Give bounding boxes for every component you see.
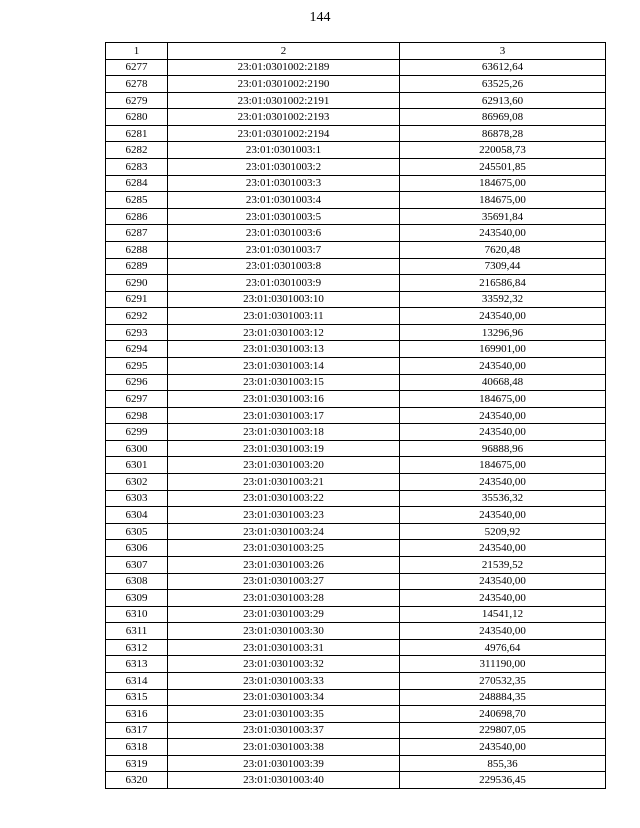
value-cell: 243540,00 <box>400 424 606 441</box>
row-number-cell: 6286 <box>106 208 168 225</box>
table-row <box>106 407 606 424</box>
value-cell: 63525,26 <box>400 76 606 93</box>
cadastral-id-cell: 23:01:0301003:5 <box>168 208 400 225</box>
cadastral-id-cell: 23:01:0301003:2 <box>168 159 400 176</box>
value-cell: 14541,12 <box>400 606 606 623</box>
table-row <box>106 755 606 772</box>
table-row <box>106 142 606 159</box>
cadastral-id-cell: 23:01:0301003:30 <box>168 623 400 640</box>
table-row <box>106 374 606 391</box>
cadastral-id-cell: 23:01:0301003:34 <box>168 689 400 706</box>
table-row <box>106 291 606 308</box>
cadastral-id-cell: 23:01:0301003:6 <box>168 225 400 242</box>
cadastral-id-cell: 23:01:0301003:22 <box>168 490 400 507</box>
row-number-cell: 6289 <box>106 258 168 275</box>
table-body <box>106 59 606 788</box>
column-header-value: 3 <box>400 43 606 60</box>
value-cell: 33592,32 <box>400 291 606 308</box>
value-cell: 243540,00 <box>400 225 606 242</box>
cadastral-id-cell: 23:01:0301003:19 <box>168 440 400 457</box>
cadastral-id-cell: 23:01:0301003:26 <box>168 556 400 573</box>
table-row <box>106 507 606 524</box>
cadastral-id-cell: 23:01:0301002:2194 <box>168 125 400 142</box>
row-number-cell: 6295 <box>106 357 168 374</box>
value-cell: 86878,28 <box>400 125 606 142</box>
table-row <box>106 59 606 76</box>
cadastral-id-cell: 23:01:0301003:12 <box>168 324 400 341</box>
table-row <box>106 275 606 292</box>
value-cell: 855,36 <box>400 755 606 772</box>
value-cell: 86969,08 <box>400 109 606 126</box>
row-number-cell: 6300 <box>106 440 168 457</box>
cadastral-id-cell: 23:01:0301003:38 <box>168 739 400 756</box>
cadastral-id-cell: 23:01:0301002:2191 <box>168 92 400 109</box>
value-cell: 4976,64 <box>400 639 606 656</box>
table-row <box>106 672 606 689</box>
cadastral-id-cell: 23:01:0301003:21 <box>168 474 400 491</box>
cadastral-id-cell: 23:01:0301003:1 <box>168 142 400 159</box>
table-row <box>106 639 606 656</box>
row-number-cell: 6305 <box>106 523 168 540</box>
row-number-cell: 6282 <box>106 142 168 159</box>
value-cell: 243540,00 <box>400 507 606 524</box>
table-row <box>106 706 606 723</box>
value-cell: 35536,32 <box>400 490 606 507</box>
page-number: 144 <box>309 10 331 25</box>
cadastral-id-cell: 23:01:0301003:35 <box>168 706 400 723</box>
row-number-cell: 6297 <box>106 391 168 408</box>
cadastral-id-cell: 23:01:0301003:40 <box>168 772 400 789</box>
row-number-cell: 6299 <box>106 424 168 441</box>
value-cell: 248884,35 <box>400 689 606 706</box>
cadastral-id-cell: 23:01:0301003:4 <box>168 192 400 209</box>
table-row <box>106 424 606 441</box>
row-number-cell: 6320 <box>106 772 168 789</box>
cadastral-id-cell: 23:01:0301003:37 <box>168 722 400 739</box>
value-cell: 243540,00 <box>400 474 606 491</box>
table-row <box>106 76 606 93</box>
table-row <box>106 357 606 374</box>
row-number-cell: 6291 <box>106 291 168 308</box>
value-cell: 243540,00 <box>400 540 606 557</box>
cadastral-id-cell: 23:01:0301003:18 <box>168 424 400 441</box>
cadastral-id-cell: 23:01:0301003:27 <box>168 573 400 590</box>
value-cell: 13296,96 <box>400 324 606 341</box>
value-cell: 243540,00 <box>400 573 606 590</box>
row-number-cell: 6301 <box>106 457 168 474</box>
row-number-cell: 6312 <box>106 639 168 656</box>
value-cell: 184675,00 <box>400 192 606 209</box>
cadastral-id-cell: 23:01:0301003:7 <box>168 241 400 258</box>
cadastral-id-cell: 23:01:0301003:3 <box>168 175 400 192</box>
table-row <box>106 556 606 573</box>
cadastral-id-cell: 23:01:0301003:28 <box>168 590 400 607</box>
value-cell: 220058,73 <box>400 142 606 159</box>
row-number-cell: 6279 <box>106 92 168 109</box>
row-number-cell: 6293 <box>106 324 168 341</box>
table-row <box>106 440 606 457</box>
cadastral-id-cell: 23:01:0301003:15 <box>168 374 400 391</box>
row-number-cell: 6313 <box>106 656 168 673</box>
cadastral-id-cell: 23:01:0301003:8 <box>168 258 400 275</box>
table-row <box>106 623 606 640</box>
table-row <box>106 258 606 275</box>
row-number-cell: 6296 <box>106 374 168 391</box>
table-row <box>106 324 606 341</box>
table-row <box>106 159 606 176</box>
table-row <box>106 739 606 756</box>
table-row <box>106 573 606 590</box>
cadastral-id-cell: 23:01:0301003:17 <box>168 407 400 424</box>
row-number-cell: 6314 <box>106 672 168 689</box>
value-cell: 184675,00 <box>400 175 606 192</box>
row-number-cell: 6285 <box>106 192 168 209</box>
value-cell: 184675,00 <box>400 391 606 408</box>
row-number-cell: 6288 <box>106 241 168 258</box>
row-number-cell: 6298 <box>106 407 168 424</box>
table-row <box>106 308 606 325</box>
row-number-cell: 6311 <box>106 623 168 640</box>
row-number-cell: 6307 <box>106 556 168 573</box>
cadastral-id-cell: 23:01:0301003:13 <box>168 341 400 358</box>
table-row <box>106 606 606 623</box>
value-cell: 62913,60 <box>400 92 606 109</box>
table-row <box>106 175 606 192</box>
table-row <box>106 125 606 142</box>
value-cell: 243540,00 <box>400 590 606 607</box>
row-number-cell: 6281 <box>106 125 168 142</box>
table-row <box>106 225 606 242</box>
cadastral-id-cell: 23:01:0301003:32 <box>168 656 400 673</box>
row-number-cell: 6302 <box>106 474 168 491</box>
cadastral-id-cell: 23:01:0301003:24 <box>168 523 400 540</box>
row-number-cell: 6277 <box>106 59 168 76</box>
row-number-cell: 6306 <box>106 540 168 557</box>
table-row <box>106 391 606 408</box>
row-number-cell: 6280 <box>106 109 168 126</box>
table-row <box>106 523 606 540</box>
row-number-cell: 6316 <box>106 706 168 723</box>
cadastral-id-cell: 23:01:0301003:14 <box>168 357 400 374</box>
table-row <box>106 540 606 557</box>
row-number-cell: 6317 <box>106 722 168 739</box>
row-number-cell: 6284 <box>106 175 168 192</box>
row-number-cell: 6310 <box>106 606 168 623</box>
value-cell: 311190,00 <box>400 656 606 673</box>
row-number-cell: 6319 <box>106 755 168 772</box>
cadastral-id-cell: 23:01:0301003:16 <box>168 391 400 408</box>
value-cell: 184675,00 <box>400 457 606 474</box>
cadastral-value-table <box>105 42 606 789</box>
value-cell: 7309,44 <box>400 258 606 275</box>
row-number-cell: 6290 <box>106 275 168 292</box>
value-cell: 243540,00 <box>400 407 606 424</box>
row-number-cell: 6292 <box>106 308 168 325</box>
value-cell: 40668,48 <box>400 374 606 391</box>
table-row <box>106 92 606 109</box>
value-cell: 243540,00 <box>400 357 606 374</box>
value-cell: 169901,00 <box>400 341 606 358</box>
cadastral-id-cell: 23:01:0301003:29 <box>168 606 400 623</box>
row-number-cell: 6315 <box>106 689 168 706</box>
table-row <box>106 689 606 706</box>
value-cell: 229536,45 <box>400 772 606 789</box>
column-header-number: 1 <box>106 43 168 60</box>
table-row <box>106 341 606 358</box>
cadastral-id-cell: 23:01:0301003:20 <box>168 457 400 474</box>
value-cell: 7620,48 <box>400 241 606 258</box>
table-row <box>106 490 606 507</box>
cadastral-id-cell: 23:01:0301003:10 <box>168 291 400 308</box>
table-row <box>106 192 606 209</box>
value-cell: 243540,00 <box>400 308 606 325</box>
cadastral-id-cell: 23:01:0301003:31 <box>168 639 400 656</box>
value-cell: 21539,52 <box>400 556 606 573</box>
value-cell: 245501,85 <box>400 159 606 176</box>
table-row <box>106 208 606 225</box>
cadastral-id-cell: 23:01:0301003:39 <box>168 755 400 772</box>
value-cell: 216586,84 <box>400 275 606 292</box>
value-cell: 96888,96 <box>400 440 606 457</box>
cadastral-id-cell: 23:01:0301002:2190 <box>168 76 400 93</box>
column-header-cadastral-id: 2 <box>168 43 400 60</box>
table-row <box>106 656 606 673</box>
header-row <box>106 43 606 60</box>
value-cell: 35691,84 <box>400 208 606 225</box>
cadastral-id-cell: 23:01:0301003:25 <box>168 540 400 557</box>
row-number-cell: 6283 <box>106 159 168 176</box>
row-number-cell: 6308 <box>106 573 168 590</box>
row-number-cell: 6318 <box>106 739 168 756</box>
row-number-cell: 6309 <box>106 590 168 607</box>
value-cell: 270532,35 <box>400 672 606 689</box>
table-row <box>106 590 606 607</box>
value-cell: 63612,64 <box>400 59 606 76</box>
row-number-cell: 6294 <box>106 341 168 358</box>
table-row <box>106 457 606 474</box>
table-row <box>106 241 606 258</box>
table-row <box>106 474 606 491</box>
cadastral-id-cell: 23:01:0301003:23 <box>168 507 400 524</box>
table-row <box>106 109 606 126</box>
cadastral-id-cell: 23:01:0301002:2193 <box>168 109 400 126</box>
cadastral-id-cell: 23:01:0301003:9 <box>168 275 400 292</box>
value-cell: 243540,00 <box>400 623 606 640</box>
table-row <box>106 772 606 789</box>
value-cell: 5209,92 <box>400 523 606 540</box>
cadastral-id-cell: 23:01:0301002:2189 <box>168 59 400 76</box>
row-number-cell: 6287 <box>106 225 168 242</box>
row-number-cell: 6303 <box>106 490 168 507</box>
value-cell: 229807,05 <box>400 722 606 739</box>
table-header <box>106 43 606 60</box>
cadastral-id-cell: 23:01:0301003:33 <box>168 672 400 689</box>
row-number-cell: 6278 <box>106 76 168 93</box>
cadastral-id-cell: 23:01:0301003:11 <box>168 308 400 325</box>
table-row <box>106 722 606 739</box>
value-cell: 240698,70 <box>400 706 606 723</box>
value-cell: 243540,00 <box>400 739 606 756</box>
row-number-cell: 6304 <box>106 507 168 524</box>
